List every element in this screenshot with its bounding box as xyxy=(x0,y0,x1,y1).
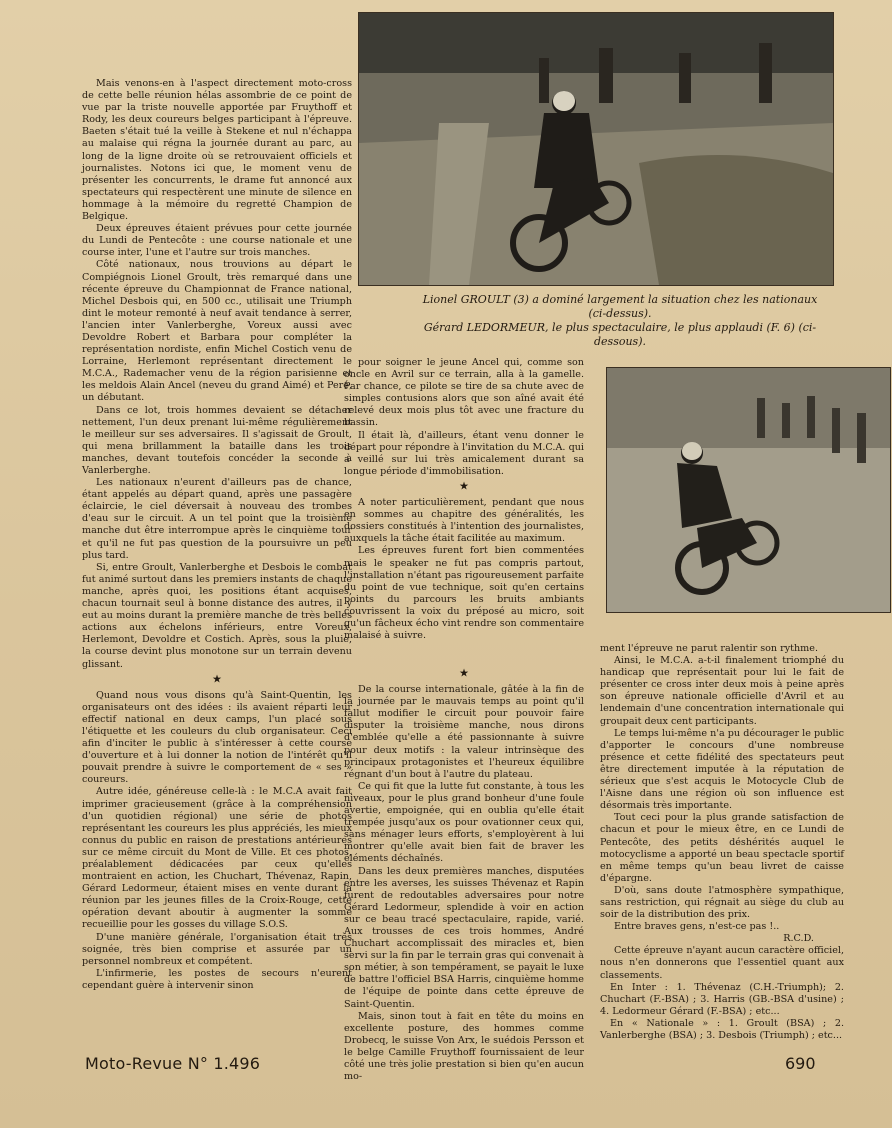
paragraph: Il était là, d'ailleurs, étant venu donner le départ pour répondre à l'invitation du M.C.A. qui a veillé sur lui très amicalement durant sa longue période d'immobilisation. xyxy=(344,429,584,477)
paragraph: Les nationaux n'eurent d'ailleurs pas de chance, étant appelés au départ quand, après une passagère éclaircie, le ciel déversait à nouveau des trombes d'eau sur le circuit. A un tel point que la troisième manche dut être interrompue après le cinquième tour et qu'il ne fut pas question de la poursuivre un peu plus tard. xyxy=(82,477,352,561)
magazine-issue: Moto-Revue N° 1.496 xyxy=(85,1054,261,1073)
page-number: 690 xyxy=(785,1054,816,1073)
paragraph: Dans les deux premières manches, disputées entre les averses, les suisses Thévenaz et Rapin furent de redoutables adversaires pour notre Gérard Ledormeur, splendide à voir en action sur ce beau tracé spectaculaire, rapide, varié. Aux trousses de ces trois hommes, André Chuchart accomplissait des miracles et, bien servi sur la fin par le terrain gras qui convenait à son métier, à son tempérament, se payait le luxe de battre l'officiel BSA Harris, cinquième homme de l'équipe de pointe dans cette épreuve de Saint-Quentin. xyxy=(344,865,584,1010)
paragraph: De la course internationale, gâtée à la fin de la journée par le mauvais temps au point qu'il fallut modifier le circuit pour pouvoir faire disputer la troisième manche, nous dirons d'emblée qu'elle a été passionnante à suivre pour deux motifs : la valeur intrinsèque des principaux protagonistes et l'heureux équilibre régnant d'un bout à l'autre du plateau. xyxy=(344,684,584,780)
paragraph: ment l'épreuve ne parut ralentir son rythme. xyxy=(600,643,818,654)
section-separator: ★ xyxy=(459,480,469,492)
paragraph: A noter particulièrement, pendant que nous en sommes au chapitre des généralités, les dossiers constitués à l'intention des journalistes, auxquels la tâche était facilitée au maximum. xyxy=(344,497,584,545)
photo-caption xyxy=(420,293,820,349)
article-column-1 xyxy=(82,78,352,1038)
paragraph: Deux épreuves étaient prévues pour cette journée du Lundi de Pentecôte : une course nationale et une course inter, l'une et l'autre sur trois manches. xyxy=(82,223,352,259)
caption-line-2: Gérard LEDORMEUR, le plus spectaculaire, le plus applaudi (F. 6) (ci-dessous). xyxy=(423,321,817,348)
paragraph: Le temps lui-même n'a pu décourager le public d'apporter le concours d'une nombreuse présence et cette fidélité des spectateurs peut être directement imputée à la réputation de sérieux que s'est acquis le Motocycle Club de l'Aisne dans une région où son influence est désormais très importante. xyxy=(600,727,844,812)
results-nationale: En « Nationale » : 1. Groult (BSA) ; 2. Vanlerberghe (BSA) ; 3. Desbois (Triumph) ; etc... xyxy=(600,1017,844,1041)
paragraph: Ce qui fit que la lutte fut constante, à tous les niveaux, pour le plus grand bonheur d'une foule avertie, empoignée, qui en oublia qu'elle était trempée jusqu'aux os pour ovationner ceux qui, sans ménager leurs efforts, s'employèrent à lui montrer qu'elle avait bien fait de braver les éléments déchaînés. xyxy=(344,780,584,865)
results-inter: En Inter : 1. Thévenaz (C.H.-Triumph); 2. Chuchart (F.-BSA) ; 3. Harris (GB.-BSA d'usine) ; 4. Ledormeur Gérard (F.-BSA) ; etc... xyxy=(600,981,844,1017)
paragraph: L'infirmerie, les postes de secours n'eurent cependant guère à intervenir sinon xyxy=(82,967,352,991)
paragraph: Si, entre Groult, Vanlerberghe et Desbois le combat fut animé surtout dans les premiers instants de chaque manche, après quoi, les positions étant acquises, chacun tournait seul à bonne distance des autres, il y eut au moins durant la première manche de très belles actions aux échelons inférieurs, entre Voreux, Herlemont, Devoldre et Costich. Après, sous la pluie, la course devint plus monotone sur un terrain devenu glissant. xyxy=(82,561,352,670)
paragraph: Entre braves gens, n'est-ce pas !.. xyxy=(614,921,780,933)
paragraph: D'où, sans doute l'atmosphère sympathique, sans restriction, qui régnait au siège du club au soir de la distribution des prix. xyxy=(600,884,844,921)
paragraph: Tout ceci pour la plus grande satisfaction de chacun et pour le mieux être, en ce Lundi de Pentecôte, des petits déshérités auquel le motocyclisme a apporté un beau spectacle sportif en même temps qu'un beau livret de caisse d'épargne. xyxy=(600,812,844,884)
article-column-2 xyxy=(344,357,584,653)
paragraph: Quand nous vous disons qu'à Saint-Quentin, les organisateurs ont des idées : ils avaient réparti leur effectif national en deux camps, l'un placé sous l'étiquette et les couleurs du club organisateur. Ceci afin d'inciter le public à s'intéresser à cette course d'ouverture et à lui donner la notion de l'intérêt qu'il pouvait prendre à suivre le comportement de « ses » coureurs. xyxy=(82,689,352,786)
caption-line-1: Lionel GROULT (3) a dominé largement la situation chez les nationaux (ci-dessus). xyxy=(422,293,818,320)
author-signature: R.C.D. xyxy=(783,933,814,945)
paragraph: Côté nationaux, nous trouvions au départ le Compiégnois Lionel Groult, très remarqué dans une récente épreuve du Championnat de France national, Michel Desbois qui, en 500 cc., utilisait une Triumph dint le moteur remonté à neuf avait tendance à serrer, l'ancien inter Vanlerberghe, Voreux aussi avec Devoldre Robert et Barbara pour compléter la représentation nordiste, enfin Michel Costich venu de Lorraine, Herlemont représentant directement le M.C.A., Rademacher venu de la région parisienne et les meldois Alain Ancel (neveu du grand Aimé) et Peré, un débutant. xyxy=(82,259,352,404)
paragraph: Mais venons-en à l'aspect directement moto-cross de cette belle réunion hélas assombrie de ce point de vue par la triste nouvelle apportée par Fruythoff et Rody, les deux coureurs belges participant à l'épreuve. Baeten s'était tué la veille à Stekene et nul n'échappa au malaise qui régna la journée durant au parc, au long de la ligne droite où se retrouvaient officiels et journalistes. Notons ici que, le moment venu de présenter les concurrents, le drame fut annoncé aux spectateurs qui respectèrent une minute de silence en hommage à la mémoire du regretté Champion de Belgique. xyxy=(82,78,352,223)
paragraph: Dans ce lot, trois hommes devaient se détacher nettement, l'un deux prenant lui-même régulièrement le meilleur sur ses adversaires. Il s'agissait de Groult, qui mena brillamment la bataille dans les trois manches, devant toutefois concéder la seconde à Vanlerberghe. xyxy=(82,404,352,476)
paragraph: pour soigner le jeune Ancel qui, comme son oncle en Avril sur ce terrain, alla à la gamelle. Par chance, ce pilote se tire de sa chute avec de simples contusions alors que son aîné avait été relevé deux mois plus tôt avec une fracture du bassin. xyxy=(344,357,584,429)
paragraph: Mais, sinon tout à fait en tête du moins en excellente posture, des hommes comme Drobecq, le suisse Von Arx, le suédois Persson et le belge Camille Fruythoff fournissaient de leur côté une très jolie prestation si bien qu'en aucun mo- xyxy=(344,1010,584,1083)
photo-groult xyxy=(358,12,834,286)
article-column-3 xyxy=(344,665,584,1083)
photo-ledormeur xyxy=(606,367,891,613)
photo-groult-image xyxy=(359,13,833,285)
section-separator: ★ xyxy=(212,673,222,685)
article-column-4 xyxy=(600,643,844,1047)
paragraph: D'une manière générale, l'organisation était très soignée, très bien comprise et assurée par un personnel nombreux et compétent. xyxy=(82,931,352,967)
paragraph: Autre idée, généreuse celle-là : le M.C.A avait fait imprimer gracieusement (grâce à la compréhension d'un quotidien régional) une série de photos représentant les coureurs les plus appréciés, les mieux connus du public en raison de prestations antérieures sur ce même circuit du Mont de Ville. Et ces photos, préalablement dédicacées par ceux qu'elles montraient en action, les Chuchart, Thévenaz, Rapin, Gérard Ledormeur, étaient mises en vente durant la réunion par les jeunes filles de la Croix-Rouge, cette opération devant aboutir à augmenter la somme recueillie pour les gosses du village S.O.S. xyxy=(82,786,352,931)
paragraph: Ainsi, le M.C.A. a-t-il finalement triomphé du handicap que représentait pour lui le fait de présenter ce cross inter deux mois à peine après son épreuve nationale officielle d'Avril et au lendemain d'une concentration internationale qui groupait deux cent participants. xyxy=(600,655,844,727)
photo-ledormeur-image xyxy=(607,368,890,612)
section-separator: ★ xyxy=(459,668,469,679)
paragraph: Cette épreuve n'ayant aucun caractère officiel, nous n'en donnerons que l'essentiel quant aux classements. xyxy=(600,945,844,981)
paragraph: Les épreuves furent fort bien commentées mais le speaker ne fut pas compris partout, l'installation n'étant pas rigoureusement parfaite du point de vue technique, soit qu'en certains points du parcours les bruits ambiants couvrissent la voix du préposé au micro, soit qu'un fâcheux écho vint rendre son commentaire malaisé à suivre. xyxy=(344,545,584,642)
